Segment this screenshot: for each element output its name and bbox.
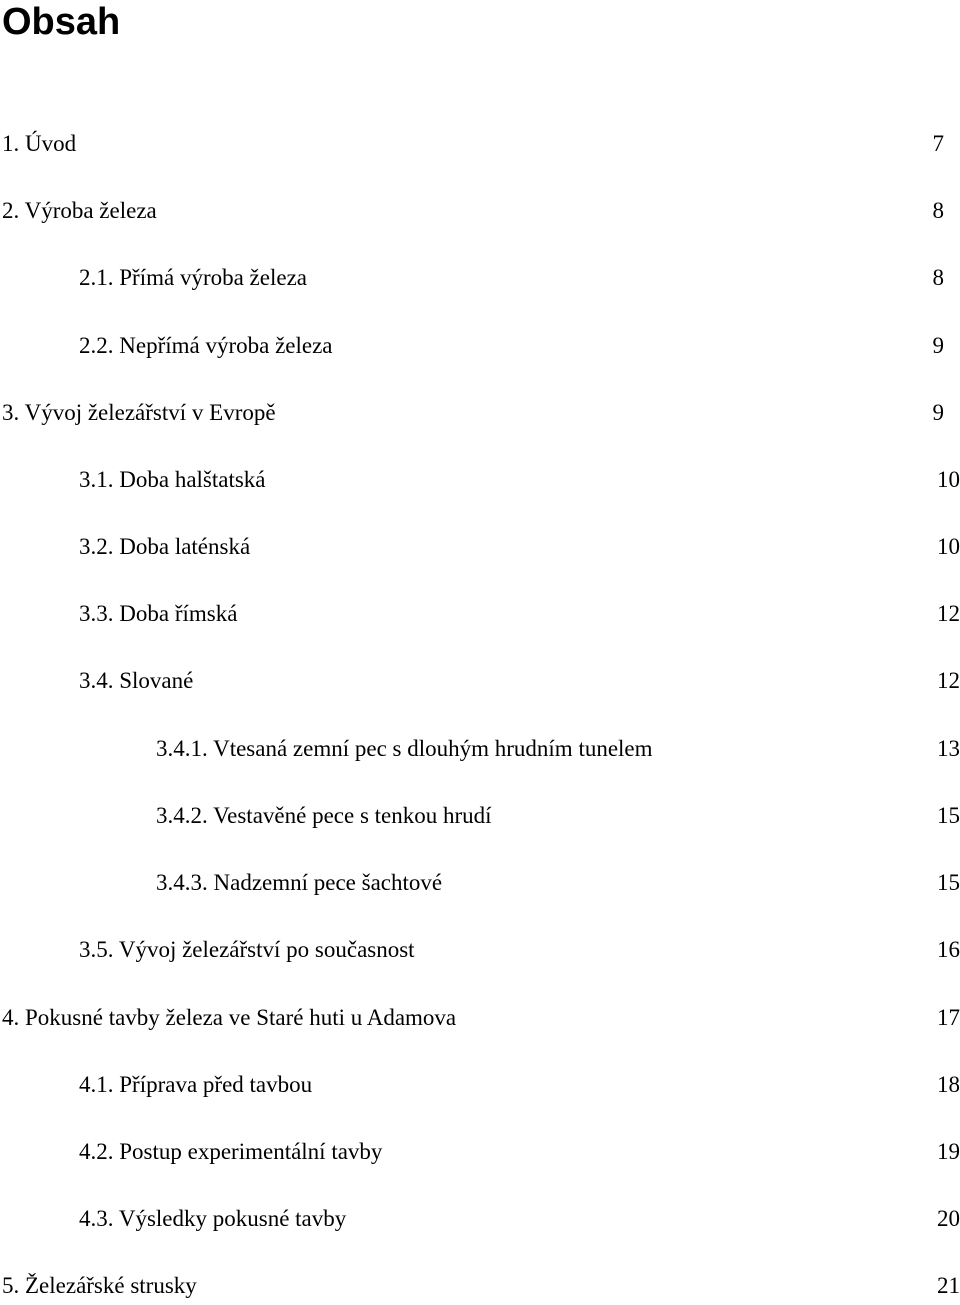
toc-entry[interactable] (0, 464, 960, 496)
toc-entry-page: 18 (937, 1072, 960, 1097)
toc-entry-title: 4.1. Příprava před tavbou (79, 1072, 313, 1097)
toc-entry-title: 1. Úvod (2, 131, 77, 156)
toc-entry[interactable] (0, 262, 960, 294)
toc-entry-page: 8 (932, 265, 944, 290)
toc-entry[interactable] (0, 1203, 960, 1235)
toc-entry[interactable] (0, 1069, 960, 1101)
toc-entry-title: 2.2. Nepřímá výroba železa (79, 333, 333, 358)
toc-entry[interactable] (0, 1136, 960, 1168)
toc-entry-page: 7 (932, 131, 944, 156)
toc-entry[interactable] (0, 934, 960, 966)
toc-entry[interactable] (0, 330, 960, 362)
toc-entry[interactable] (0, 733, 960, 765)
toc-entry[interactable] (0, 195, 960, 227)
toc-entry-title: 2. Výroba železa (2, 198, 157, 223)
toc-entry-title: 2.1. Přímá výroba železa (79, 265, 307, 290)
toc-entry-page: 15 (937, 870, 960, 895)
toc-entry-page: 9 (932, 400, 944, 425)
toc-entry-title: 4.2. Postup experimentální tavby (79, 1139, 383, 1164)
toc-entry[interactable] (0, 598, 960, 630)
toc-entry-page: 19 (937, 1139, 960, 1164)
toc-entry-title: 5. Železářské strusky (2, 1273, 197, 1298)
toc-entry-title: 3.3. Doba římská (79, 601, 238, 626)
toc-entry[interactable] (0, 531, 960, 563)
toc-entry-title: 3.1. Doba halštatská (79, 467, 266, 492)
toc-entry-title: 3.2. Doba laténská (79, 534, 251, 559)
toc-entry-page: 10 (937, 467, 960, 492)
page-title: Obsah (2, 1, 121, 43)
toc-entry[interactable] (0, 800, 960, 832)
toc-entry-page: 16 (937, 937, 960, 962)
toc-entry-page: 13 (937, 736, 960, 761)
toc-entry-title: 4. Pokusné tavby železa ve Staré huti u Adamova (2, 1005, 457, 1030)
toc-entry-page: 8 (932, 198, 944, 223)
toc-entry-page: 17 (937, 1005, 960, 1030)
toc-entry-page: 12 (937, 601, 960, 626)
toc-entry-title: 3.4. Slované (79, 668, 194, 693)
toc-entry-page: 9 (932, 333, 944, 358)
toc-entry-page: 20 (937, 1206, 960, 1231)
toc-entry[interactable] (0, 867, 960, 899)
toc-entry-title: 3. Vývoj železářství v Evropě (2, 400, 276, 425)
toc-entry-title: 3.4.3. Nadzemní pece šachtové (156, 870, 443, 895)
toc-entry-page: 12 (937, 668, 960, 693)
toc-entry-page: 21 (937, 1273, 960, 1298)
toc-entry-page: 15 (937, 803, 960, 828)
toc-entry[interactable] (0, 1270, 960, 1302)
toc-entry-title: 4.3. Výsledky pokusné tavby (79, 1206, 347, 1231)
toc-entry-title: 3.4.2. Vestavěné pece s tenkou hrudí (156, 803, 492, 828)
toc-entry[interactable] (0, 397, 960, 429)
toc-entry[interactable] (0, 665, 960, 697)
toc-entry-title: 3.4.1. Vtesaná zemní pec s dlouhým hrudním tunelem (156, 736, 653, 761)
toc-entry[interactable] (0, 1002, 960, 1034)
toc-entry-page: 10 (937, 534, 960, 559)
toc-entry[interactable] (0, 128, 960, 160)
toc-entry-title: 3.5. Vývoj železářství po současnost (79, 937, 415, 962)
